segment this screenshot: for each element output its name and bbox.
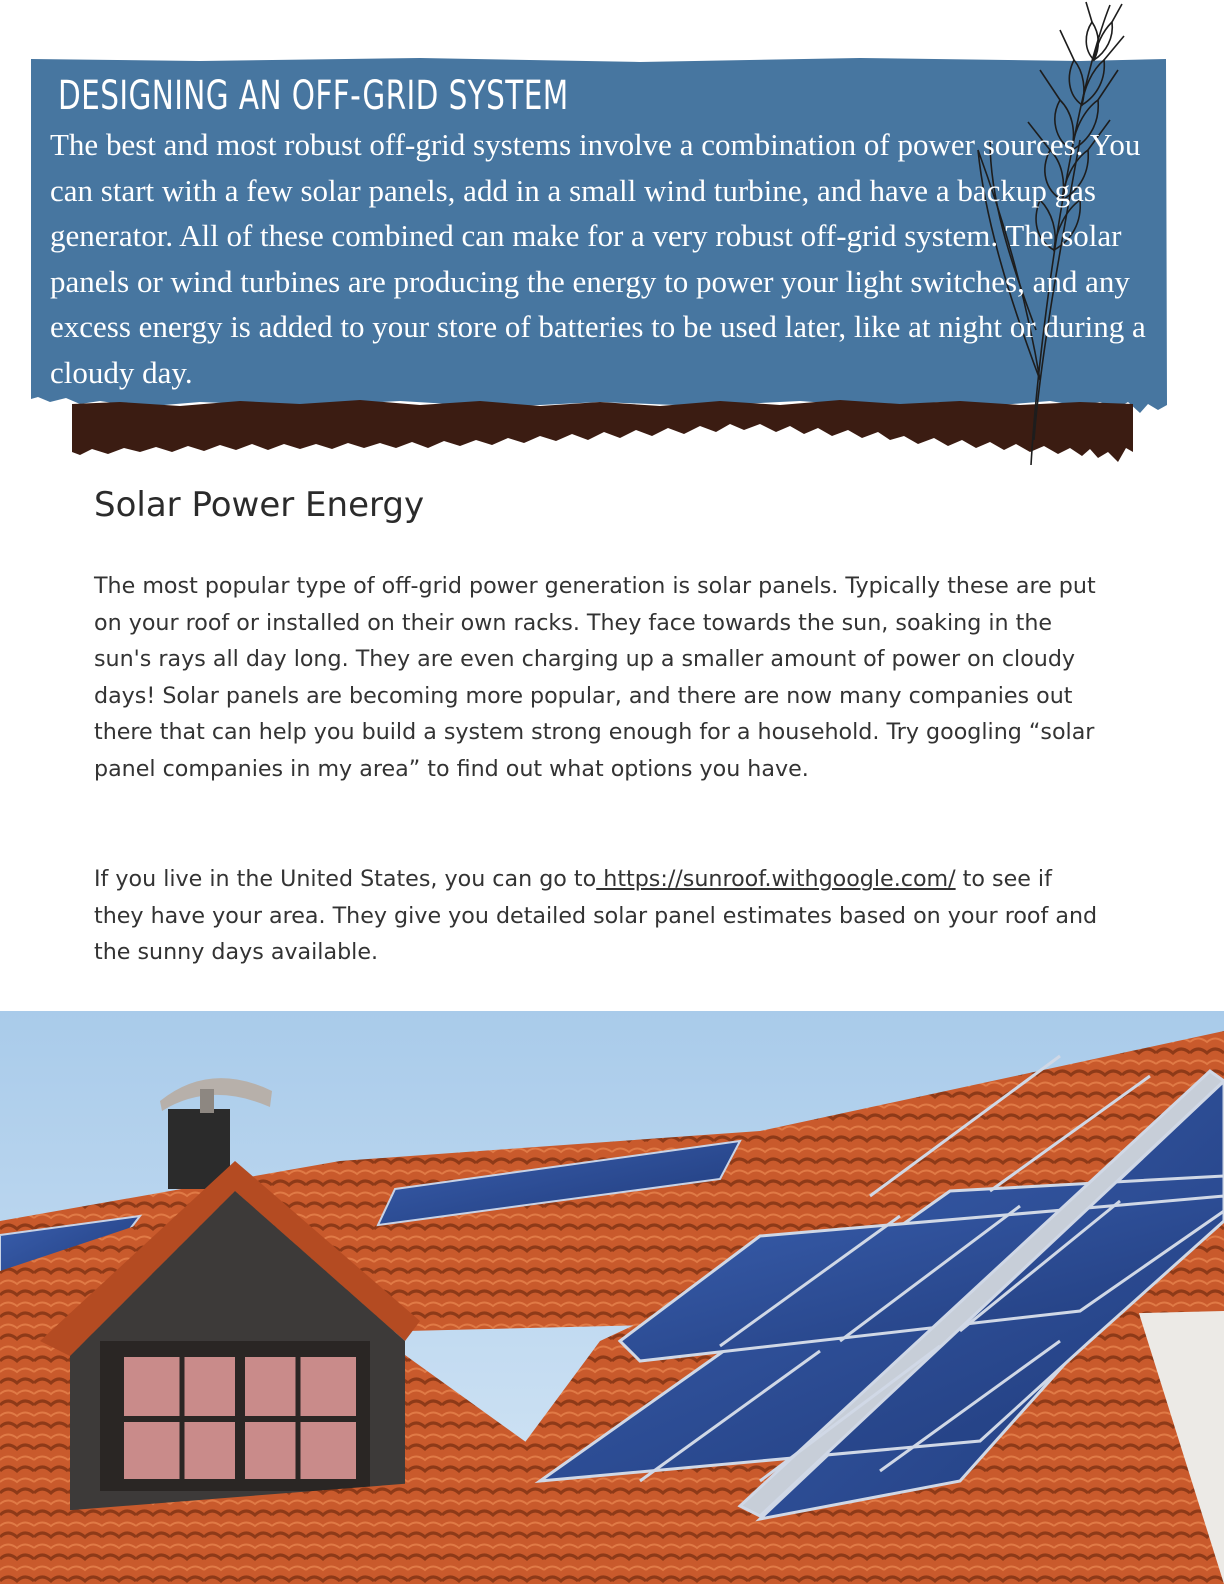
banner-body-text: The best and most robust off-grid systems involve a combination of power sources. You can start with a few solar panels, add in a small wind turbine, and have a backup gas generator. All of these combined can make for a very robust off-grid system. The solar panels or wind turbines are producing the energy to power your light switches, and any excess energy is added to your store of batteries to be used later, like at night or during a cloudy day. [50, 127, 1146, 390]
solar-paragraph-1: The most popular type of off-grid power generation is solar panels. Typically these are put on your roof or installed on their own racks. They face towards the sun, soaking in the sun's rays all day long. They are even charging up a smaller amount of power on cloudy days! Solar panels are becoming more popular, and there are now many companies out there that can help you build a system strong enough for a household. Try googling “solar panel companies in my area” to find out what options you have. [94, 573, 1096, 782]
solar-paragraph-2 [94, 861, 1104, 971]
banner-ground-strip [72, 400, 1133, 462]
solar-roof-photo [0, 1011, 1224, 1584]
section-heading: Solar Power Energy [94, 485, 425, 525]
sunroof-link[interactable]: https://sunroof.withgoogle.com/ [596, 866, 956, 892]
paragraph-2-tail: to see if they have your area. They give you detailed solar panel estimates based on your roof and the sunny days available. [94, 866, 1098, 966]
paragraph-2-lead: If you live in the United States, you can go to [94, 866, 597, 892]
banner-title: DESIGNING AN OFF-GRID SYSTEM [58, 73, 569, 119]
